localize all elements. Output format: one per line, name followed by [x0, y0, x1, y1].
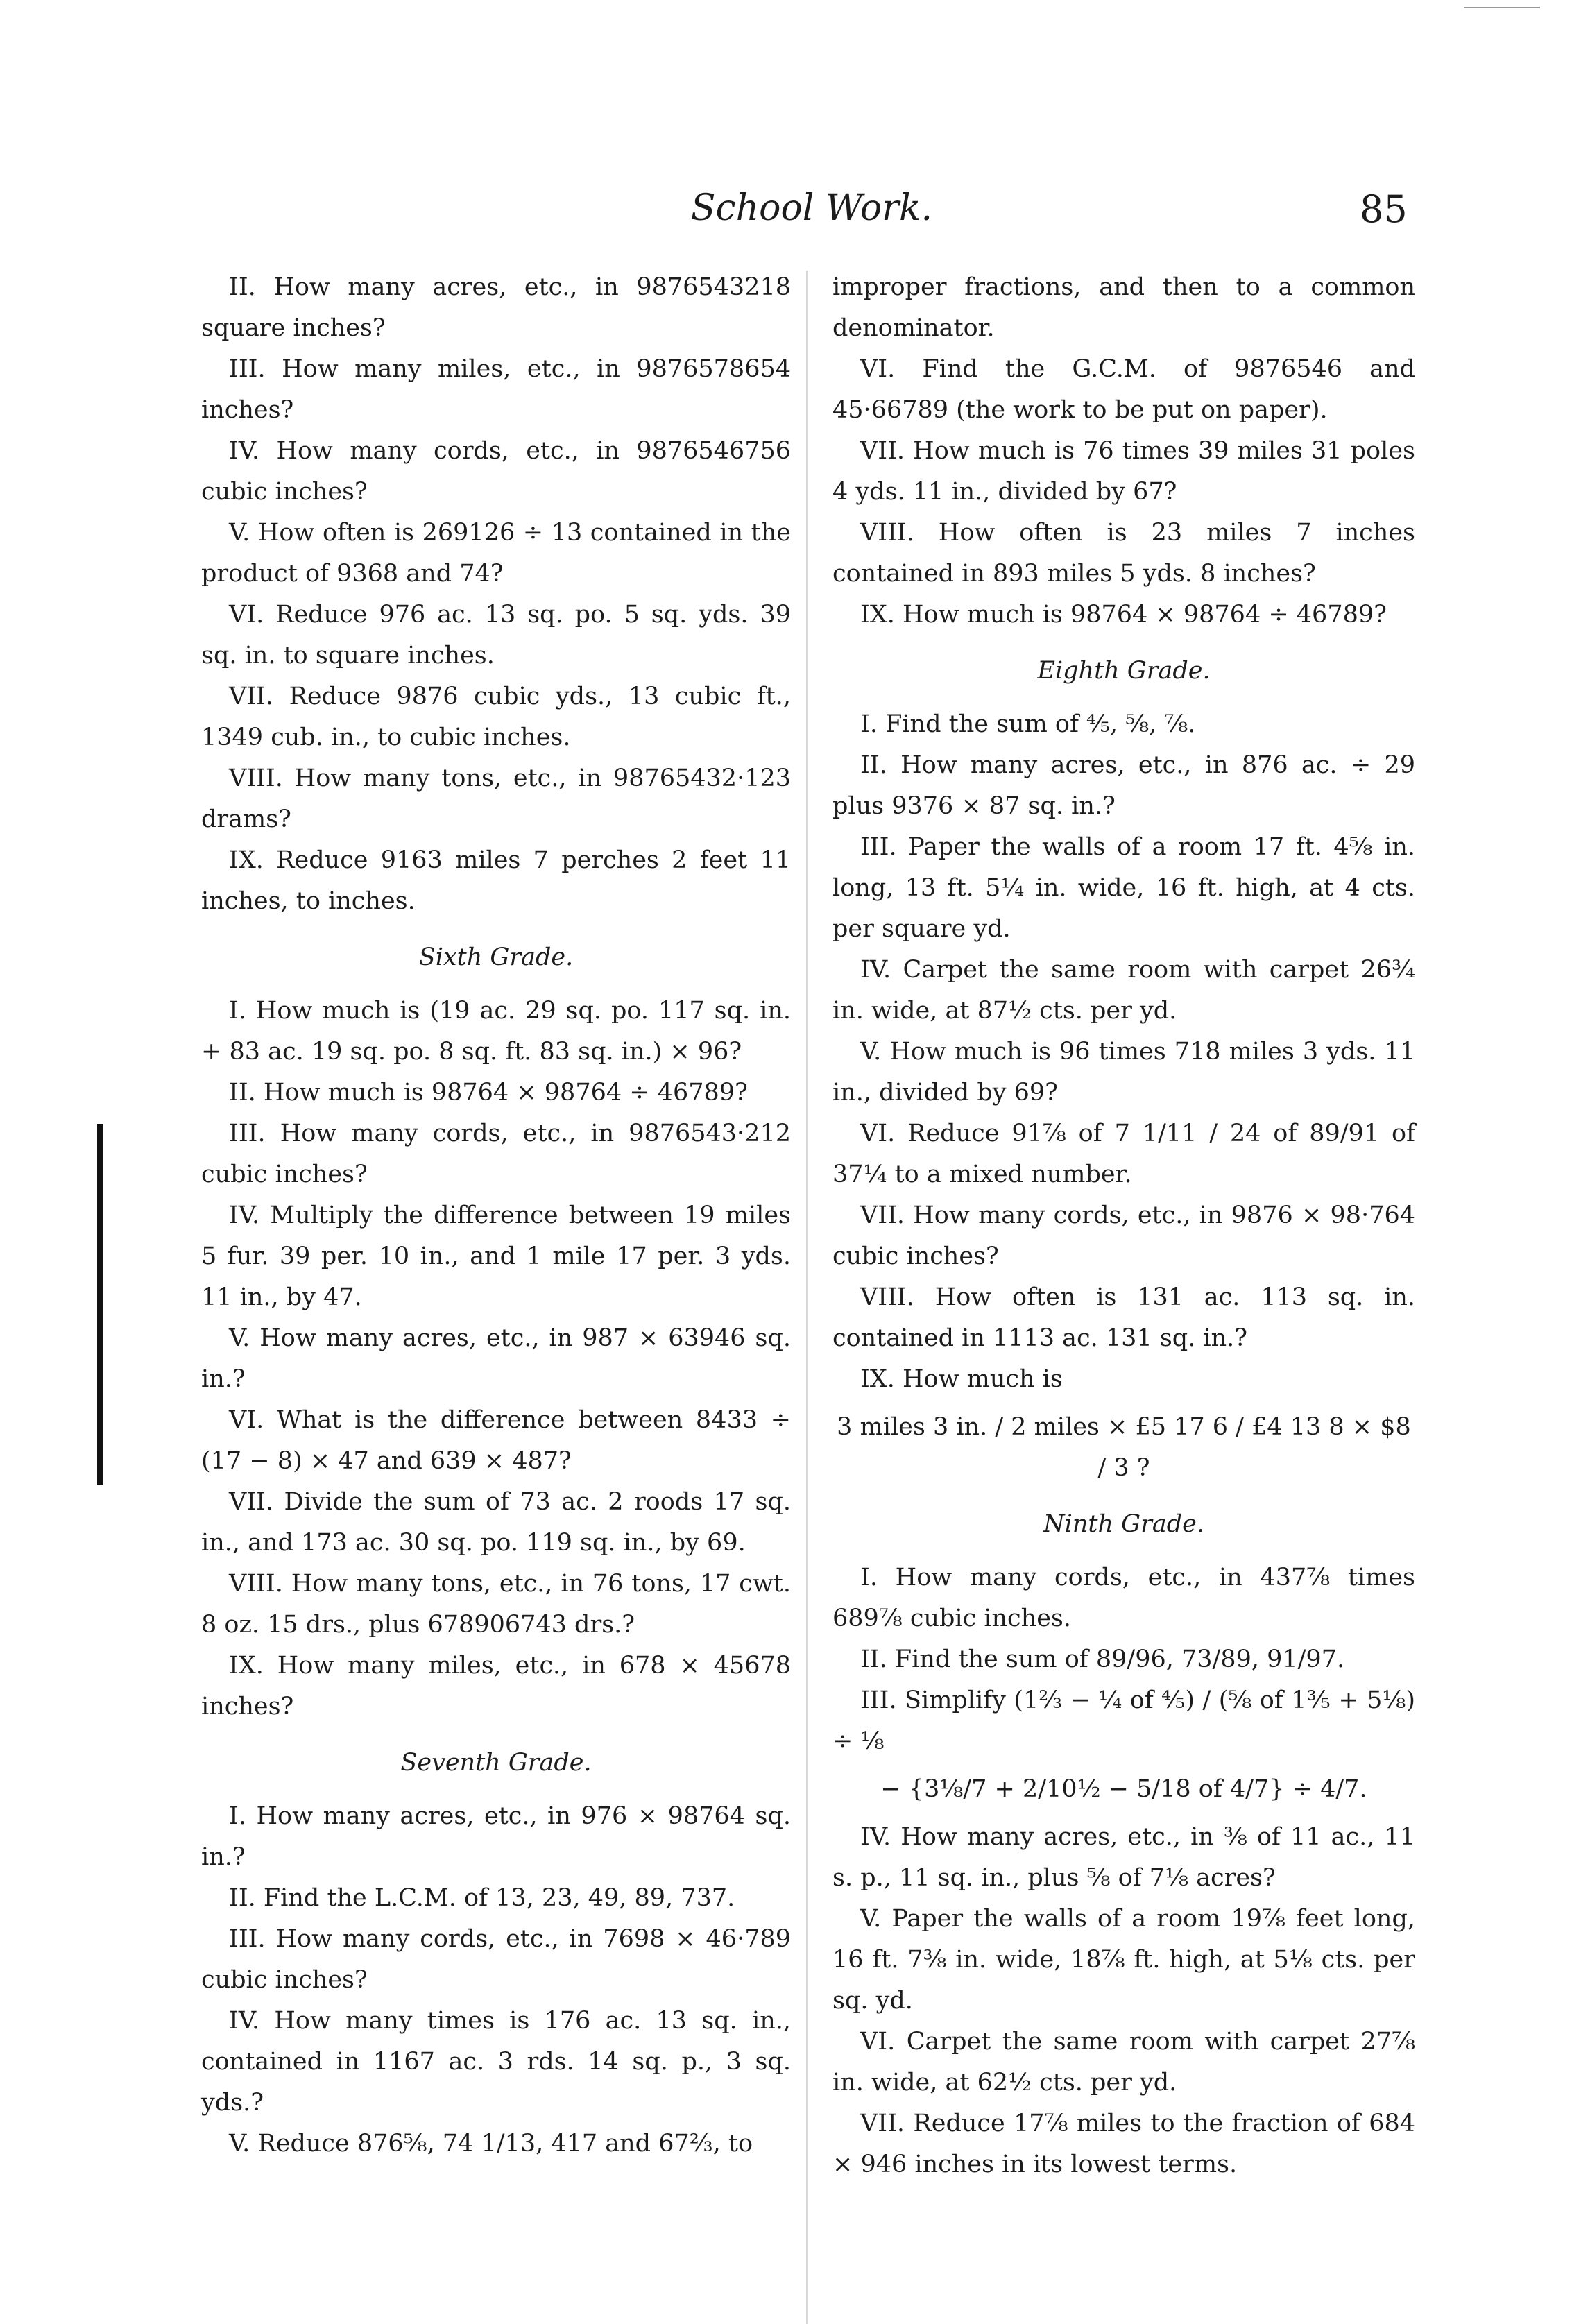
- exercise-item: VII. Reduce 9876 cubic yds., 13 cubic ft., 1349 cub. in., to cubic inches.: [201, 683, 791, 751]
- exercise-item: VII. How many cords, etc., in 9876 × 98·764 cubic inches?: [832, 1202, 1415, 1270]
- exercise-item: VIII. How often is 131 ac. 113 sq. in. contained in 1113 ac. 131 sq. in.?: [832, 1283, 1415, 1352]
- exercise-item: IV. How many times is 176 ac. 13 sq. in., contained in 1167 ac. 3 rds. 14 sq. p., 3 sq. yds.?: [201, 2007, 791, 2117]
- exercise-item: V. How many acres, etc., in 987 × 63946 sq. in.?: [201, 1324, 791, 1393]
- exercise-item: III. Paper the walls of a room 17 ft. 4⅝ in. long, 13 ft. 5¼ in. wide, 16 ft. high, at 4 cts. per square yd.: [832, 833, 1415, 943]
- exercise-item: I. How many acres, etc., in 976 × 98764 sq. in.?: [201, 1802, 791, 1871]
- left-column: [201, 267, 791, 2164]
- exercise-item: VI. Find the G.C.M. of 9876546 and 45·66789 (the work to be put on paper).: [832, 355, 1415, 424]
- grade-heading: Ninth Grade.: [1043, 1510, 1204, 1538]
- exercise-item: I. How many cords, etc., in 437⅞ times 689⅞ cubic inches.: [832, 1564, 1415, 1632]
- exercise-item: II. Find the sum of 89/96, 73/89, 91/97.: [860, 1646, 1345, 1673]
- exercise-item: IX. Reduce 9163 miles 7 perches 2 feet 11 inches, to inches.: [201, 846, 791, 915]
- exercise-item: IX. How much is 98764 × 98764 ÷ 46789?: [860, 601, 1387, 629]
- exercise-item: V. Reduce 876⅝, 74 1/13, 417 and 67⅔, to: [229, 2130, 753, 2158]
- exercise-item: IV. Carpet the same room with carpet 26¾ in. wide, at 87½ cts. per yd.: [832, 956, 1415, 1025]
- exercise-item: V. How much is 96 times 718 miles 3 yds. 11 in., divided by 69?: [832, 1038, 1415, 1107]
- exercise-item: IV. Multiply the difference between 19 miles 5 fur. 39 per. 10 in., and 1 mile 17 per. 3 yds. 11 in., by 47.: [201, 1202, 791, 1311]
- exercise-item: V. How often is 269126 ÷ 13 contained in the product of 9368 and 74?: [201, 519, 791, 588]
- exercise-item: II. How many acres, etc., in 876 ac. ÷ 29 plus 9376 × 87 sq. in.?: [832, 751, 1415, 820]
- grade-heading: Sixth Grade.: [418, 943, 574, 971]
- exercise-item: III. How many cords, etc., in 7698 × 46·789 cubic inches?: [201, 1925, 791, 1994]
- exercise-item: VI. Reduce 976 ac. 13 sq. po. 5 sq. yds. 39 sq. in. to square inches.: [201, 601, 791, 669]
- exercise-item: IX. How much is: [860, 1365, 1063, 1393]
- grade-heading: Eighth Grade.: [1037, 657, 1211, 685]
- scan-mark: [1464, 7, 1540, 8]
- exercise-item: III. How many cords, etc., in 9876543·212 cubic inches?: [201, 1120, 791, 1188]
- exercise-item: VIII. How many tons, etc., in 98765432·123 drams?: [201, 764, 791, 833]
- exercise-item: I. Find the sum of ⅘, ⅝, ⅞.: [860, 710, 1196, 738]
- continued-text: improper fractions, and then to a common denominator.: [832, 273, 1415, 342]
- exercise-item: VIII. How often is 23 miles 7 inches contained in 893 miles 5 yds. 8 inches?: [832, 519, 1415, 588]
- exercise-item: IX. How many miles, etc., in 678 × 45678 inches?: [201, 1652, 791, 1720]
- exercise-item: VII. Reduce 17⅞ miles to the fraction of 684 × 946 inches in its lowest terms.: [832, 2110, 1415, 2178]
- equation-line: 3 miles 3 in. / 2 miles × £5 17 6 / £4 13 8 × $8 / 3 ?: [837, 1413, 1411, 1482]
- exercise-item: VIII. How many tons, etc., in 76 tons, 17 cwt. 8 oz. 15 drs., plus 678906743 drs.?: [201, 1570, 791, 1639]
- exercise-item: II. How many acres, etc., in 9876543218 square inches?: [201, 273, 791, 342]
- running-header: School Work.: [690, 187, 933, 229]
- column-divider: [806, 271, 808, 2324]
- right-column: [832, 267, 1415, 2185]
- exercise-item: VII. How much is 76 times 39 miles 31 poles 4 yds. 11 in., divided by 67?: [832, 437, 1415, 506]
- exercise-item: VII. Divide the sum of 73 ac. 2 roods 17 sq. in., and 173 ac. 30 sq. po. 119 sq. in., by 69.: [201, 1488, 791, 1557]
- exercise-item: II. Find the L.C.M. of 13, 23, 49, 89, 737.: [229, 1884, 735, 1912]
- exercise-item: VI. What is the difference between 8433 ÷ (17 − 8) × 47 and 639 × 487?: [201, 1406, 791, 1475]
- exercise-item: IV. How many cords, etc., in 9876546756 cubic inches?: [201, 437, 791, 506]
- exercise-item: III. Simplify (1⅔ − ¼ of ⅘) / (⅝ of 1⅗ + 5⅛) ÷ ⅛: [832, 1686, 1415, 1755]
- exercise-item: VI. Carpet the same room with carpet 27⅞ in. wide, at 62½ cts. per yd.: [832, 2028, 1415, 2096]
- equation-line: − {3⅛/7 + 2/10½ − 5/18 of 4/7} ÷ 4/7.: [880, 1775, 1367, 1803]
- page-number: 85: [1360, 187, 1408, 231]
- exercise-item: V. Paper the walls of a room 19⅞ feet long, 16 ft. 7⅜ in. wide, 18⅞ ft. high, at 5⅛ cts. per sq. yd.: [832, 1905, 1415, 2015]
- exercise-item: II. How much is 98764 × 98764 ÷ 46789?: [229, 1079, 748, 1107]
- exercise-item: IV. How many acres, etc., in ⅜ of 11 ac., 11 s. p., 11 sq. in., plus ⅝ of 7⅛ acres?: [832, 1823, 1415, 1892]
- grade-heading: Seventh Grade.: [400, 1749, 592, 1777]
- exercise-item: I. How much is (19 ac. 29 sq. po. 117 sq. in. + 83 ac. 19 sq. po. 8 sq. ft. 83 sq. in.) × 96?: [201, 997, 791, 1066]
- margin-bar: [97, 1124, 103, 1485]
- exercise-item: VI. Reduce 91⅞ of 7 1/11 / 24 of 89/91 of 37¼ to a mixed number.: [832, 1120, 1415, 1188]
- exercise-item: III. How many miles, etc., in 9876578654 inches?: [201, 355, 791, 424]
